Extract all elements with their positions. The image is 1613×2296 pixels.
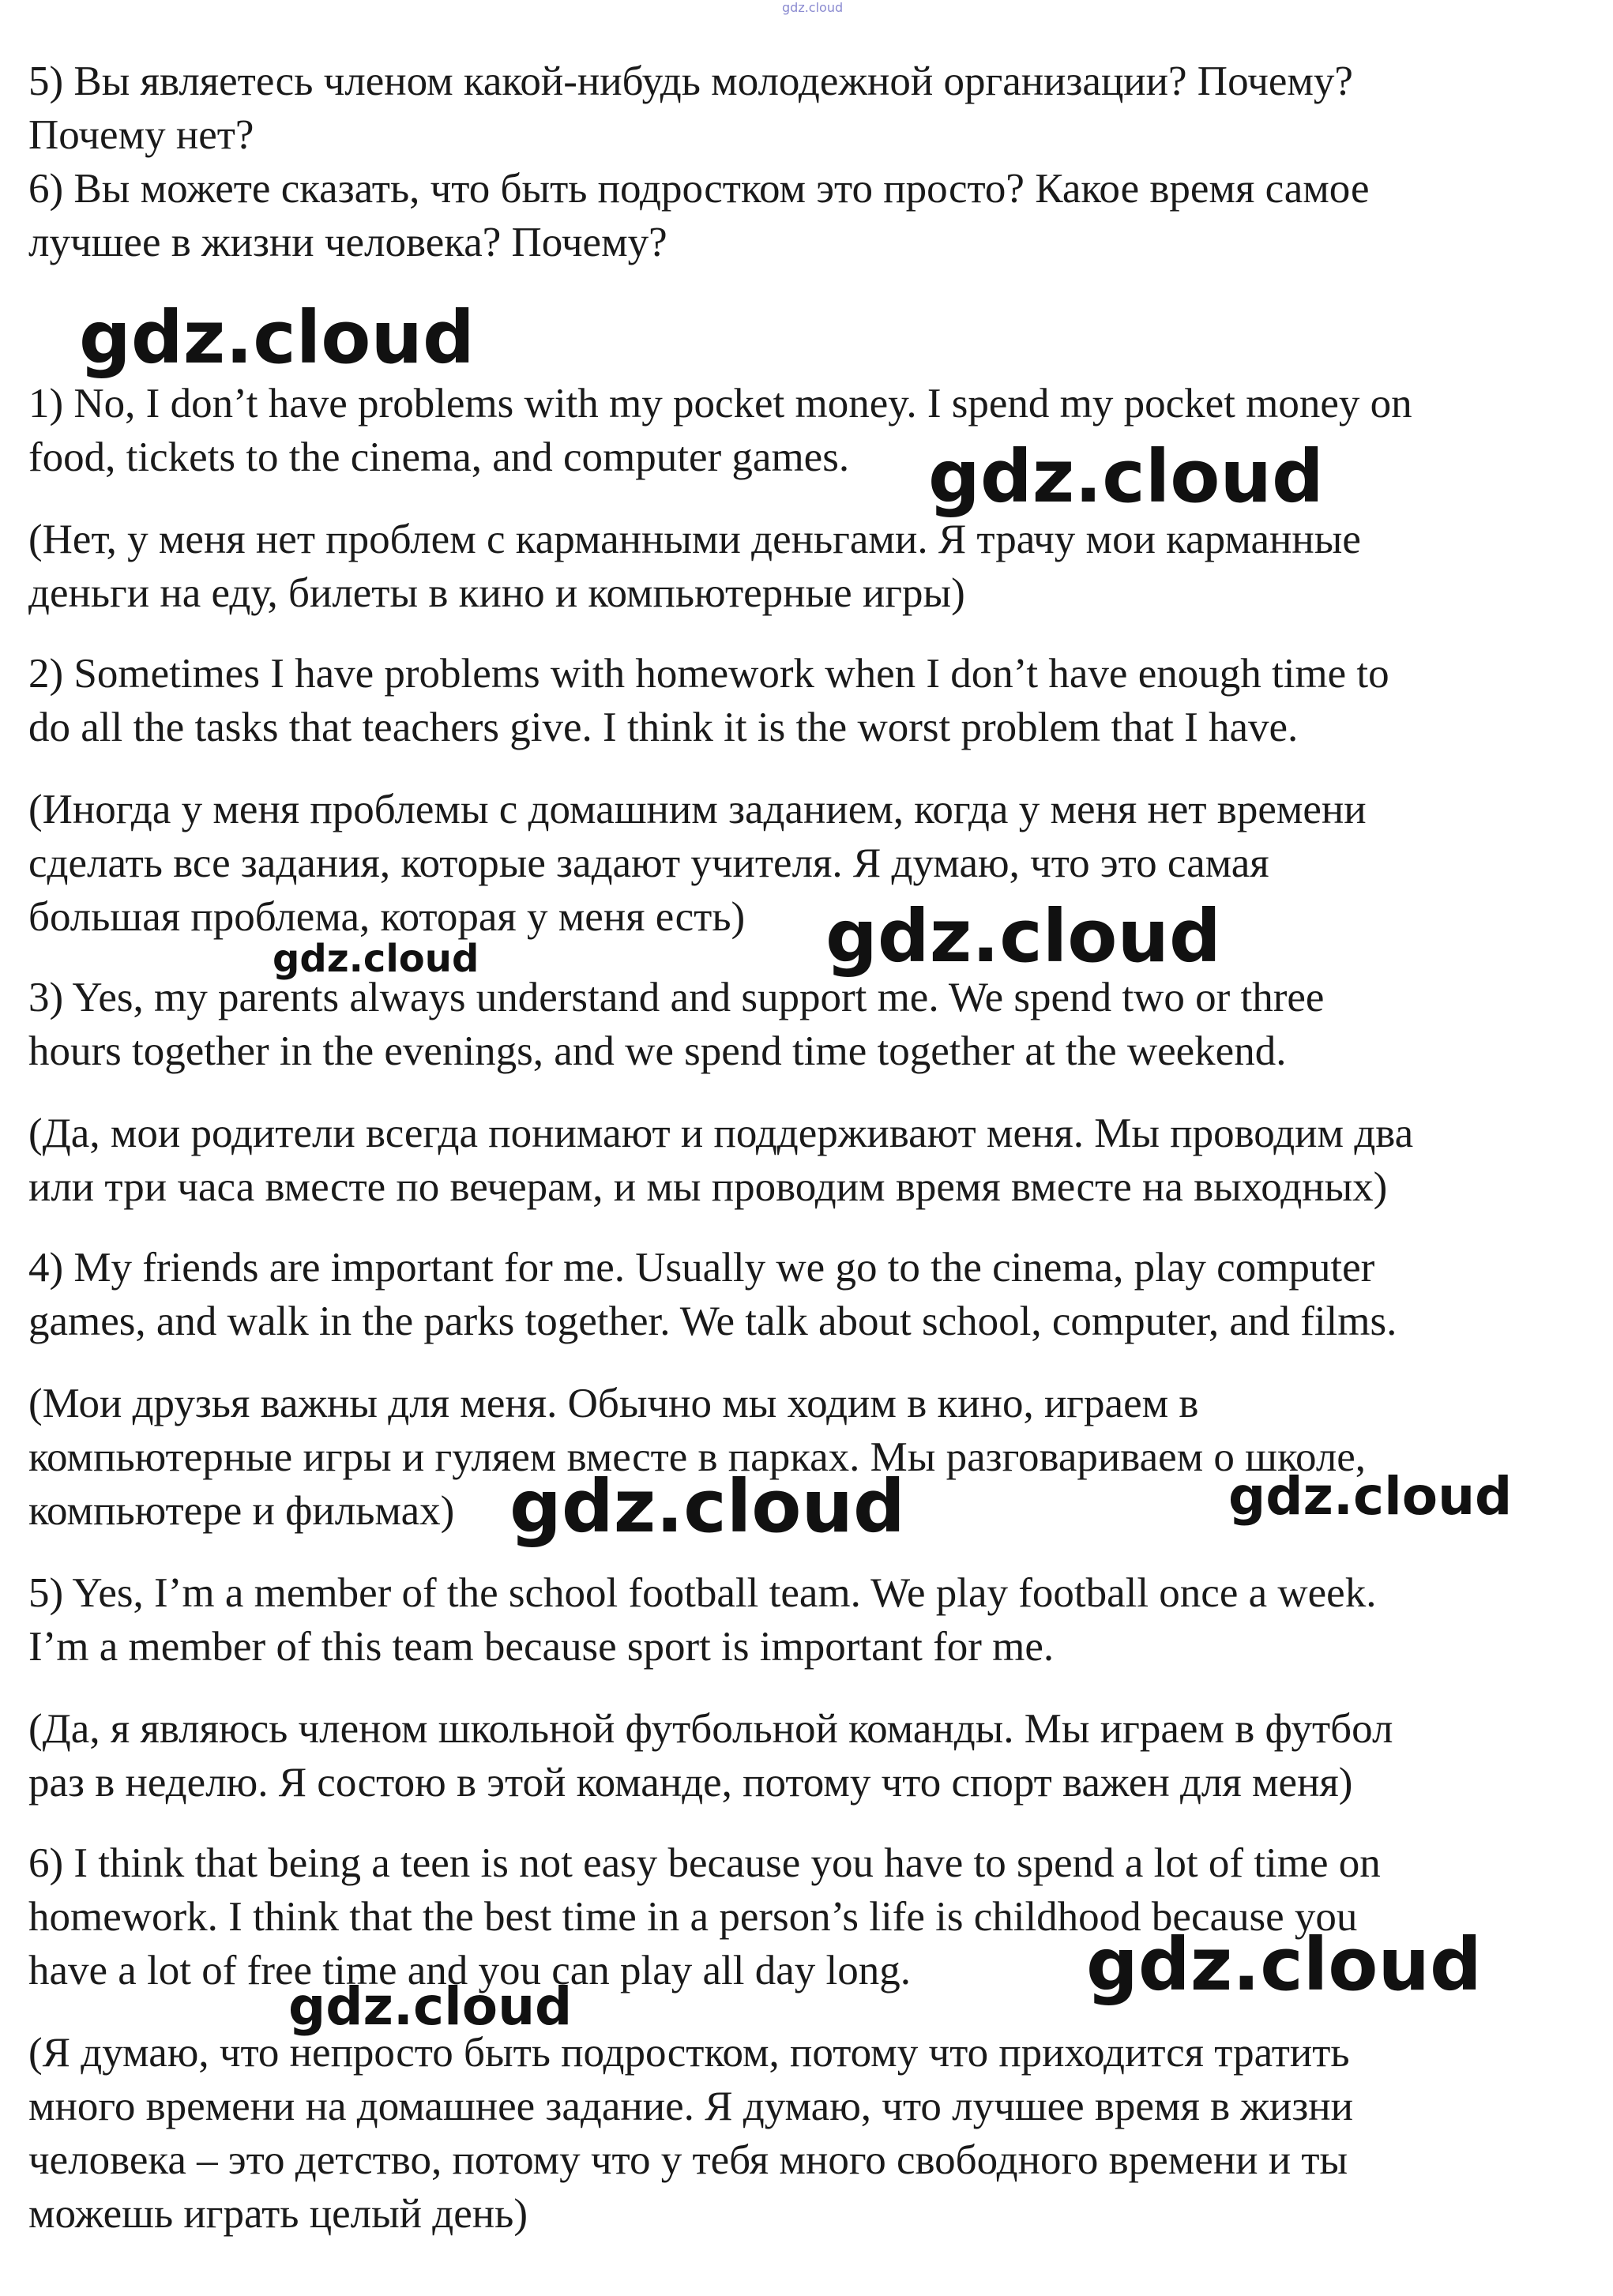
answer-3-en-line-2: hours together in the evenings, and we spend time together at the weekend. <box>28 1028 1287 1074</box>
watermark-8: gdz.cloud <box>288 1976 573 2037</box>
answer-6-ru-line-3: человека – это детство, потому что у тебя много свободного времени и ты <box>28 2137 1348 2183</box>
answer-2-ru-line-2: сделать все задания, которые задают учителя. Я думаю, что это самая <box>28 840 1269 886</box>
answer-6-en-line-2: homework. I think that the best time in a person’s life is childhood because you <box>28 1894 1358 1940</box>
answer-6-en-line-1: 6) I think that being a teen is not easy because you have to spend a lot of time on <box>28 1840 1381 1886</box>
answer-6-ru-line-4: можешь играть целый день) <box>28 2191 528 2237</box>
answer-2-en-line-1: 2) Sometimes I have problems with homework when I don’t have enough time to <box>28 651 1389 697</box>
answer-3-ru-line-1: (Да, мои родители всегда понимают и поддерживают меня. Мы проводим два <box>28 1110 1414 1156</box>
answer-1-ru-line-1: (Нет, у меня нет проблем с карманными деньгами. Я трачу мои карманные <box>28 517 1361 562</box>
answer-6-en-line-3: have a lot of free time and you can play all day long. <box>28 1948 912 1993</box>
header-watermark: gdz.cloud <box>782 0 844 15</box>
answer-6-ru-line-1: (Я думаю, что непросто быть подростком, потому что приходится тратить <box>28 2030 1350 2076</box>
answer-1-en-line-2: food, tickets to the cinema, and computer games. <box>28 434 850 480</box>
question-6-line-2: лучшее в жизни человека? Почему? <box>28 220 667 265</box>
answer-4-en-line-2: games, and walk in the parks together. We talk about school, computer, and films. <box>28 1298 1397 1344</box>
answer-4-ru-line-2: компьютерные игры и гуляем вместе в парках. Мы разговариваем о школе, <box>28 1434 1367 1480</box>
question-5-line-2: Почему нет? <box>28 112 254 158</box>
answer-5-ru-line-1: (Да, я являюсь членом школьной футбольной команды. Мы играем в футбол <box>28 1706 1393 1752</box>
answer-4-ru-line-1: (Мои друзья важны для меня. Обычно мы ходим в кино, играем в <box>28 1381 1199 1426</box>
watermark-6: gdz.cloud <box>1228 1466 1513 1527</box>
watermark-3: gdz.cloud <box>825 894 1221 979</box>
watermark-7: gdz.cloud <box>1086 1922 1482 2007</box>
answer-2-ru-line-1: (Иногда у меня проблемы с домашним заданием, когда у меня нет времени <box>28 787 1367 832</box>
answer-5-en-line-1: 5) Yes, I’m a member of the school football team. We play football once a week. <box>28 1570 1377 1616</box>
watermark-1: gdz.cloud <box>79 295 475 380</box>
answer-2-en-line-2: do all the tasks that teachers give. I think it is the worst problem that I have. <box>28 705 1299 750</box>
watermark-5: gdz.cloud <box>509 1464 905 1549</box>
answer-3-en-line-1: 3) Yes, my parents always understand and support me. We spend two or three <box>28 975 1325 1020</box>
answer-5-ru-line-2: раз в неделю. Я состою в этой команде, потому что спорт важен для меня) <box>28 1760 1353 1806</box>
answer-4-ru-line-3: компьютере и фильмах) <box>28 1488 455 1534</box>
answer-1-en-line-1: 1) No, I don’t have problems with my pocket money. I spend my pocket money on <box>28 381 1412 427</box>
answer-2-ru-line-3: большая проблема, которая у меня есть) <box>28 894 746 940</box>
answer-6-ru-line-2: много времени на домашнее задание. Я думаю, что лучшее время в жизни <box>28 2084 1354 2129</box>
watermark-4: gdz.cloud <box>273 937 479 981</box>
question-5-line-1: 5) Вы являетесь членом какой-нибудь молодежной организации? Почему? <box>28 58 1353 104</box>
question-6-line-1: 6) Вы можете сказать, что быть подростком это просто? Какое время самое <box>28 166 1370 212</box>
answer-4-en-line-1: 4) My friends are important for me. Usually we go to the cinema, play computer <box>28 1245 1375 1291</box>
answer-5-en-line-2: I’m a member of this team because sport is important for me. <box>28 1624 1055 1670</box>
answer-3-ru-line-2: или три часа вместе по вечерам, и мы проводим время вместе на выходных) <box>28 1164 1388 1210</box>
answer-1-ru-line-2: деньги на еду, билеты в кино и компьютерные игры) <box>28 570 965 616</box>
watermark-2: gdz.cloud <box>928 434 1324 519</box>
